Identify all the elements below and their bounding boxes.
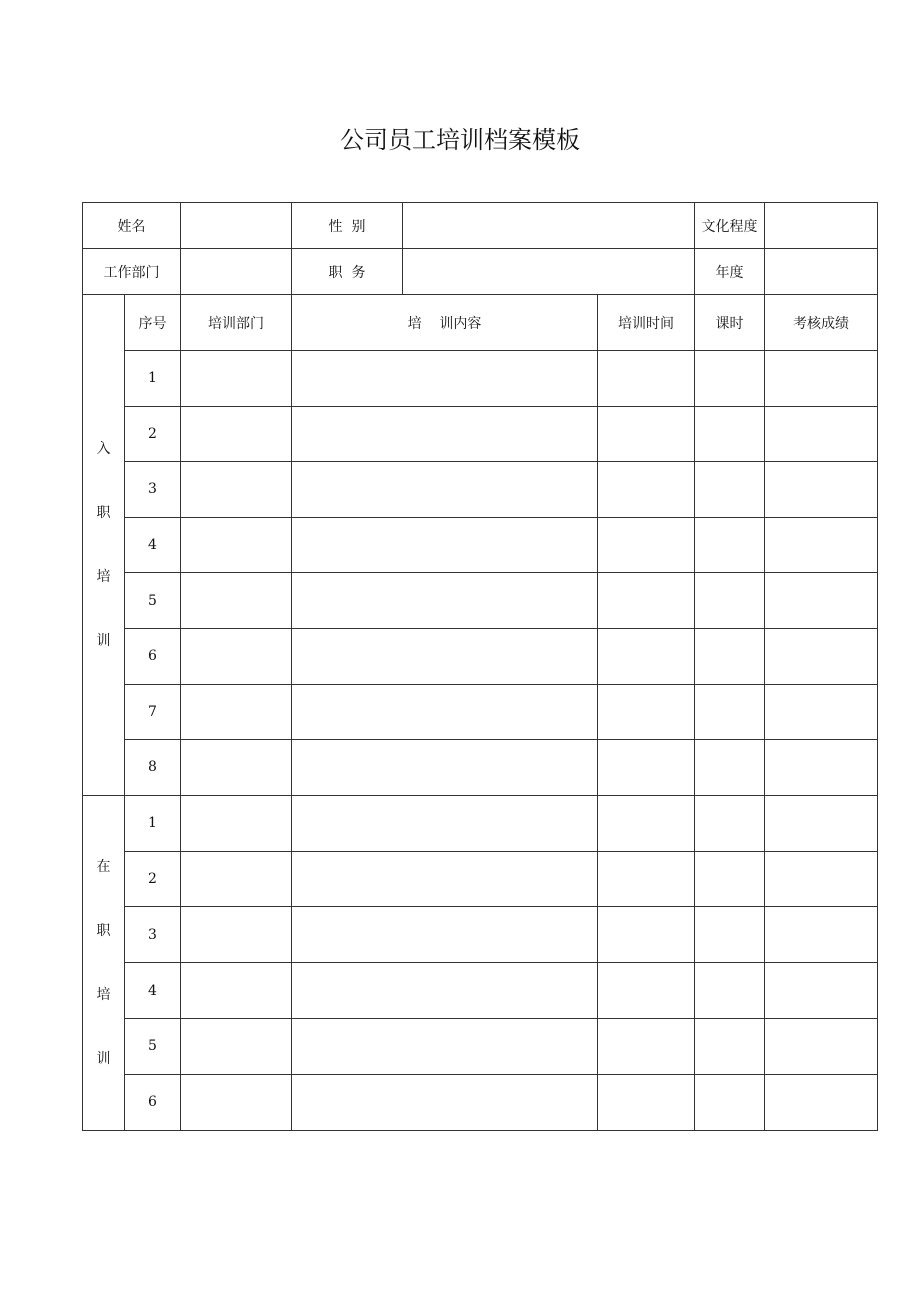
training-dept-cell[interactable] bbox=[181, 740, 292, 796]
hours-cell[interactable] bbox=[695, 740, 765, 796]
training-time-cell[interactable] bbox=[598, 1074, 695, 1130]
assessment-cell[interactable] bbox=[765, 851, 878, 907]
training-content-cell[interactable] bbox=[292, 462, 598, 518]
training-content-cell[interactable] bbox=[292, 795, 598, 851]
name-field[interactable] bbox=[181, 203, 292, 249]
hours-cell[interactable] bbox=[695, 517, 765, 573]
hours-cell[interactable] bbox=[695, 963, 765, 1019]
hours-header: 课时 bbox=[695, 295, 765, 351]
row-number: 1 bbox=[125, 351, 181, 407]
assessment-cell[interactable] bbox=[765, 628, 878, 684]
training-dept-cell[interactable] bbox=[181, 907, 292, 963]
hours-cell[interactable] bbox=[695, 1018, 765, 1074]
table-row bbox=[83, 795, 878, 851]
training-dept-cell[interactable] bbox=[181, 851, 292, 907]
training-time-cell[interactable] bbox=[598, 462, 695, 518]
table-row bbox=[83, 628, 878, 684]
year-field[interactable] bbox=[765, 249, 878, 295]
onjob-char-1: 在 bbox=[96, 858, 111, 875]
onboarding-section-label bbox=[83, 295, 125, 796]
onboarding-char-4: 训 bbox=[96, 632, 111, 649]
page-title: 公司员工培训档案模板 bbox=[340, 126, 580, 154]
department-field[interactable] bbox=[181, 249, 292, 295]
training-content-cell[interactable] bbox=[292, 684, 598, 740]
onboarding-char-3: 培 bbox=[96, 568, 111, 585]
training-dept-cell[interactable] bbox=[181, 684, 292, 740]
table-row bbox=[83, 1018, 878, 1074]
training-content-cell[interactable] bbox=[292, 963, 598, 1019]
assessment-header: 考核成绩 bbox=[765, 295, 878, 351]
year-label: 年度 bbox=[695, 249, 765, 295]
training-content-header: 培 训内容 bbox=[292, 295, 598, 351]
training-content-cell[interactable] bbox=[292, 1074, 598, 1130]
training-dept-header: 培训部门 bbox=[181, 295, 292, 351]
hours-cell[interactable] bbox=[695, 684, 765, 740]
hours-cell[interactable] bbox=[695, 795, 765, 851]
table-row bbox=[83, 740, 878, 796]
training-time-cell[interactable] bbox=[598, 684, 695, 740]
training-dept-cell[interactable] bbox=[181, 1074, 292, 1130]
row-number: 3 bbox=[125, 907, 181, 963]
hours-cell[interactable] bbox=[695, 573, 765, 629]
training-dept-cell[interactable] bbox=[181, 573, 292, 629]
assessment-cell[interactable] bbox=[765, 740, 878, 796]
training-content-cell[interactable] bbox=[292, 907, 598, 963]
education-label: 文化程度 bbox=[695, 203, 765, 249]
row-number: 2 bbox=[125, 406, 181, 462]
training-time-cell[interactable] bbox=[598, 573, 695, 629]
hours-cell[interactable] bbox=[695, 907, 765, 963]
table-row bbox=[83, 1074, 878, 1130]
training-time-cell[interactable] bbox=[598, 1018, 695, 1074]
training-dept-cell[interactable] bbox=[181, 351, 292, 407]
table-row bbox=[83, 462, 878, 518]
hours-cell[interactable] bbox=[695, 851, 765, 907]
table-row bbox=[83, 851, 878, 907]
table-row bbox=[83, 684, 878, 740]
row-number: 6 bbox=[125, 628, 181, 684]
assessment-cell[interactable] bbox=[765, 795, 878, 851]
hours-cell[interactable] bbox=[695, 351, 765, 407]
training-content-cell[interactable] bbox=[292, 573, 598, 629]
table-row bbox=[83, 406, 878, 462]
name-label: 姓名 bbox=[83, 203, 181, 249]
training-time-cell[interactable] bbox=[598, 795, 695, 851]
assessment-cell[interactable] bbox=[765, 1018, 878, 1074]
assessment-cell[interactable] bbox=[765, 406, 878, 462]
training-time-cell[interactable] bbox=[598, 351, 695, 407]
department-label: 工作部门 bbox=[83, 249, 181, 295]
assessment-cell[interactable] bbox=[765, 351, 878, 407]
training-dept-cell[interactable] bbox=[181, 963, 292, 1019]
training-dept-cell[interactable] bbox=[181, 462, 292, 518]
row-number: 6 bbox=[125, 1074, 181, 1130]
row-number: 8 bbox=[125, 740, 181, 796]
info-row-1 bbox=[83, 203, 878, 249]
table-row bbox=[83, 907, 878, 963]
education-field[interactable] bbox=[765, 203, 878, 249]
row-number: 4 bbox=[125, 517, 181, 573]
hours-cell[interactable] bbox=[695, 462, 765, 518]
training-content-cell[interactable] bbox=[292, 628, 598, 684]
row-number: 1 bbox=[125, 795, 181, 851]
gender-label: 性 别 bbox=[292, 203, 403, 249]
onjob-char-4: 训 bbox=[96, 1050, 111, 1067]
hours-cell[interactable] bbox=[695, 406, 765, 462]
row-number: 5 bbox=[125, 573, 181, 629]
hours-cell[interactable] bbox=[695, 1074, 765, 1130]
training-record-table bbox=[82, 202, 878, 1131]
assessment-cell[interactable] bbox=[765, 517, 878, 573]
onjob-section-label bbox=[83, 795, 125, 1130]
training-time-cell[interactable] bbox=[598, 517, 695, 573]
training-content-cell[interactable] bbox=[292, 351, 598, 407]
row-number: 5 bbox=[125, 1018, 181, 1074]
assessment-cell[interactable] bbox=[765, 963, 878, 1019]
assessment-cell[interactable] bbox=[765, 573, 878, 629]
training-time-cell[interactable] bbox=[598, 963, 695, 1019]
position-field[interactable] bbox=[403, 249, 695, 295]
training-dept-cell[interactable] bbox=[181, 628, 292, 684]
onjob-char-3: 培 bbox=[96, 986, 111, 1003]
position-label: 职 务 bbox=[292, 249, 403, 295]
table-row bbox=[83, 351, 878, 407]
training-time-cell[interactable] bbox=[598, 628, 695, 684]
training-content-cell[interactable] bbox=[292, 1018, 598, 1074]
training-time-cell[interactable] bbox=[598, 851, 695, 907]
seq-header: 序号 bbox=[125, 295, 181, 351]
info-row-2 bbox=[83, 249, 878, 295]
onjob-char-2: 职 bbox=[96, 922, 111, 939]
training-dept-cell[interactable] bbox=[181, 406, 292, 462]
onboarding-char-2: 职 bbox=[96, 504, 111, 521]
row-number: 3 bbox=[125, 462, 181, 518]
assessment-cell[interactable] bbox=[765, 1074, 878, 1130]
training-time-cell[interactable] bbox=[598, 907, 695, 963]
training-content-cell[interactable] bbox=[292, 851, 598, 907]
training-dept-cell[interactable] bbox=[181, 795, 292, 851]
gender-field[interactable] bbox=[403, 203, 695, 249]
column-header-row bbox=[83, 295, 878, 351]
table-row bbox=[83, 573, 878, 629]
training-dept-cell[interactable] bbox=[181, 517, 292, 573]
training-dept-cell[interactable] bbox=[181, 1018, 292, 1074]
training-time-cell[interactable] bbox=[598, 740, 695, 796]
row-number: 4 bbox=[125, 963, 181, 1019]
hours-cell[interactable] bbox=[695, 628, 765, 684]
assessment-cell[interactable] bbox=[765, 462, 878, 518]
assessment-cell[interactable] bbox=[765, 907, 878, 963]
table-row bbox=[83, 963, 878, 1019]
table-row bbox=[83, 517, 878, 573]
training-time-cell[interactable] bbox=[598, 406, 695, 462]
training-content-cell[interactable] bbox=[292, 406, 598, 462]
onboarding-char-1: 入 bbox=[96, 440, 111, 457]
row-number: 7 bbox=[125, 684, 181, 740]
training-content-cell[interactable] bbox=[292, 517, 598, 573]
training-time-header: 培训时间 bbox=[598, 295, 695, 351]
training-content-cell[interactable] bbox=[292, 740, 598, 796]
assessment-cell[interactable] bbox=[765, 684, 878, 740]
row-number: 2 bbox=[125, 851, 181, 907]
